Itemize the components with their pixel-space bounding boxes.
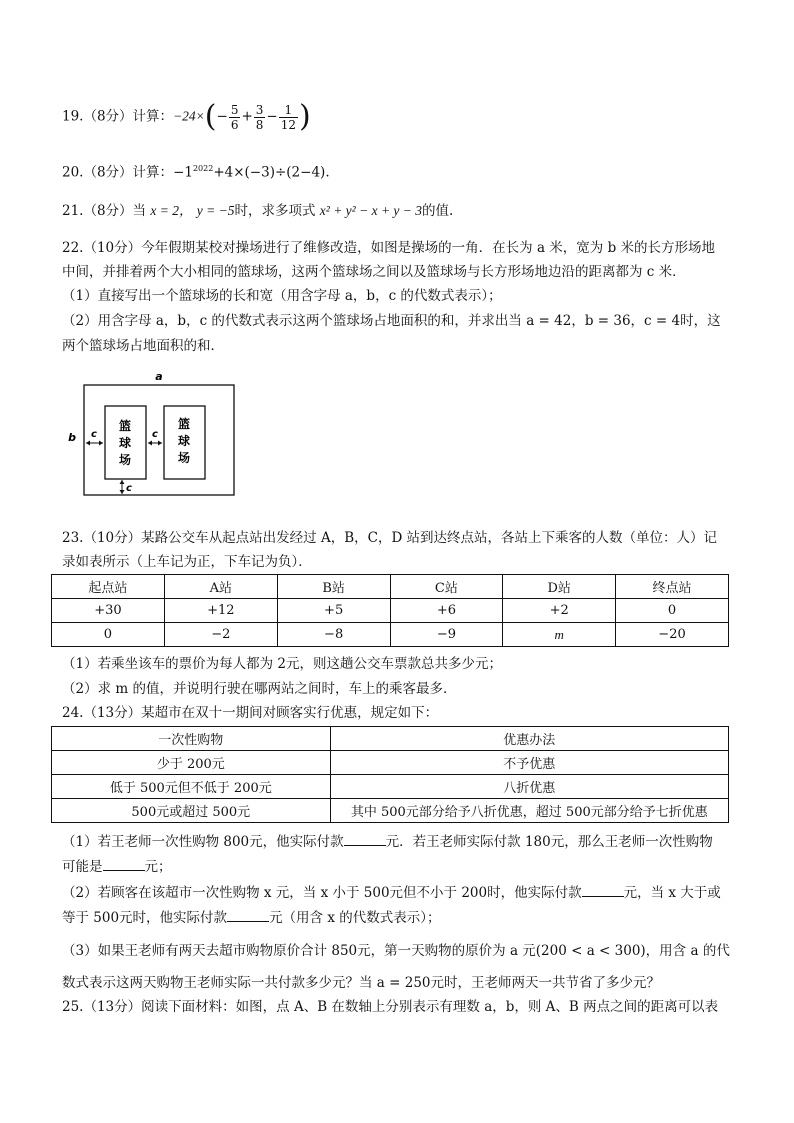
court2-char-1: 篮	[177, 417, 191, 431]
q20-rest: +4×(−3)÷(2−4)	[213, 164, 326, 181]
table-cell: +6	[390, 599, 503, 623]
q24-line-1: 24.（13分）某超市在双十一期间对顾客实行优惠，规定如下：	[62, 705, 439, 721]
q23-line-2: 录如表所示（上车记为正，下车记为负）．	[62, 554, 312, 570]
q22-line-5: 两个篮球场占地面积的和．	[62, 338, 224, 354]
label-a: a	[155, 370, 163, 383]
table-cell: 少于 200元	[52, 751, 331, 775]
q20-exponent: 2022	[192, 164, 214, 173]
q24-s2a: （2）若顾客在该超市一次性购物 x 元，当 x 小于 500元但不小于 200时，他实际付款	[62, 885, 582, 901]
header-cell: B站	[277, 575, 390, 599]
court2-char-2: 球	[177, 434, 191, 448]
label-c-bottom: c	[126, 483, 132, 494]
right-paren: )	[299, 99, 311, 134]
q24-sub-3-line-2: 数式表示这两天购物王老师实际一共付款多少元？当 a = 250元时，王老师两天一共节省了多少元？	[62, 975, 660, 991]
table-cell: −8	[277, 623, 390, 647]
court1-char-3: 场	[118, 453, 132, 467]
q24-sub-2-line-1	[62, 884, 721, 902]
q21-y-value: y = −5	[196, 203, 235, 218]
q23-line-1: 23.（10分）某路公交车从起点站出发经过 A，B，C，D 站到达终点站，各站上下乘客的人数（单位：人）记	[62, 530, 718, 546]
label-c-middle: c	[152, 429, 158, 440]
q24-sub-1-line-2	[62, 858, 172, 876]
header-cell: A站	[164, 575, 277, 599]
header-cell: C站	[390, 575, 503, 599]
q22-line-1: 22.（10分）今年假期某校对操场进行了维修改造，如图是操场的一角．在长为 a 米，宽为 b 米的长方形场地	[62, 240, 716, 256]
court1-char-2: 球	[118, 436, 132, 450]
table-row	[52, 775, 729, 799]
q24-s1a: （1）若王老师一次性购物 800元，他实际付款	[62, 834, 344, 850]
table-header-row	[52, 727, 729, 751]
header-cell: D站	[503, 575, 616, 599]
table-cell: m	[503, 623, 616, 647]
q24-s1b: 元．若王老师实际付款 180元，那么王老师一次性购物	[385, 834, 713, 850]
table-row	[52, 599, 729, 623]
fraction-5-6: $\frac{5}{6}$	[230, 102, 239, 132]
table-cell: +2	[503, 599, 616, 623]
q21-x-value: x = 2，	[150, 203, 193, 218]
bus-passenger-table	[51, 574, 729, 647]
q19-expr-pre: −24×	[173, 108, 205, 124]
header-cell: 优惠办法	[330, 727, 728, 751]
q20-end: .	[325, 164, 330, 181]
table-cell: 0	[616, 599, 729, 623]
q22-line-2: 中间，并排着两个大小相同的篮球场，这两个篮球场之间以及篮球场与长方形场地边沿的距离都为 c 米．	[62, 264, 686, 280]
table-cell: 0	[52, 623, 165, 647]
q21-text-c: 的值.	[422, 203, 454, 219]
table-cell: 不予优惠	[330, 751, 728, 775]
answer-blank[interactable]	[227, 909, 269, 922]
q24-s2d: 元（用含 x 的代数式表示）；	[269, 910, 441, 926]
table-cell: 其中 500元部分给予八折优惠，超过 500元部分给予七折优惠	[330, 799, 728, 823]
q23-sub-1: （1）若乘坐该车的票价为每人都为 2元，则这趟公交车票款总共多少元；	[62, 656, 502, 672]
table-cell: +30	[52, 599, 165, 623]
table-row	[52, 623, 729, 647]
q19-sign: −	[216, 108, 228, 125]
q19-minus: −	[266, 108, 278, 125]
q21-text-b: 时，求多项式	[234, 203, 316, 219]
court2-char-3: 场	[177, 451, 191, 465]
q21-text-a: 21.（8分）当	[62, 203, 147, 219]
court1-char-1: 篮	[118, 419, 132, 433]
question-20	[62, 160, 330, 182]
answer-blank[interactable]	[344, 833, 386, 846]
table-cell: −9	[390, 623, 503, 647]
header-cell: 终点站	[616, 575, 729, 599]
q24-s2c: 等于 500元时，他实际付款	[62, 910, 228, 926]
q23-sub-2: （2）求 m 的值，并说明行驶在哪两站之间时，车上的乘客最多．	[62, 681, 457, 697]
q24-sub-3-line-1: （3）如果王老师有两天去超市购物原价合计 850元，第一天购物的原价为 a 元(200 < a < 300)，用含 a 的代	[62, 943, 730, 959]
discount-table	[51, 726, 729, 823]
table-cell: −20	[616, 623, 729, 647]
table-cell: 八折优惠	[330, 775, 728, 799]
q21-polynomial: x² + y² − x + y − 3	[319, 203, 423, 218]
table-cell: −2	[164, 623, 277, 647]
q22-line-3: （1）直接写出一个篮球场的长和宽（用含字母 a，b，c 的代数式表示）；	[62, 288, 502, 304]
q19-label: 19.（8分）计算：	[62, 108, 174, 125]
answer-blank[interactable]	[103, 858, 145, 871]
question-21	[62, 202, 453, 220]
left-paren: (	[204, 99, 217, 134]
table-cell: +12	[164, 599, 277, 623]
q22-line-4: （2）用含字母 a，b，c 的代数式表示这两个篮球场占地面积的和，并求出当 a = 42，b = 36，c = 4时，这	[62, 313, 721, 329]
q20-label: 20.（8分）计算：	[62, 164, 174, 181]
table-cell: +5	[277, 599, 390, 623]
fraction-1-12: $\frac{1}{12}$	[280, 102, 297, 132]
table-cell: 低于 500元但不低于 200元	[52, 775, 331, 799]
q25-line-1: 25.（13分）阅读下面材料：如图，点 A、B 在数轴上分别表示有理数 a，b，则 A、B 两点之间的距离可以表	[62, 999, 719, 1015]
fraction-3-8: $\frac{3}{8}$	[255, 102, 264, 132]
answer-blank[interactable]	[582, 884, 624, 897]
q24-sub-1-line-1	[62, 833, 713, 851]
q24-s1d: 元；	[144, 859, 172, 875]
header-cell: 起点站	[52, 575, 165, 599]
table-row	[52, 799, 729, 823]
label-b: b	[68, 431, 76, 444]
q24-sub-2-line-2	[62, 909, 441, 927]
table-header-row	[52, 575, 729, 599]
header-cell: 一次性购物	[52, 727, 331, 751]
table-cell: 500元或超过 500元	[52, 799, 331, 823]
q24-s1c: 可能是	[62, 859, 103, 875]
label-c-left: c	[91, 429, 97, 440]
question-19	[62, 99, 311, 134]
q20-base: −1	[173, 164, 193, 181]
table-row	[52, 751, 729, 775]
q24-s2b: 元，当 x 大于或	[623, 885, 721, 901]
q19-plus: +	[241, 108, 253, 125]
basketball-field-figure	[62, 368, 242, 503]
